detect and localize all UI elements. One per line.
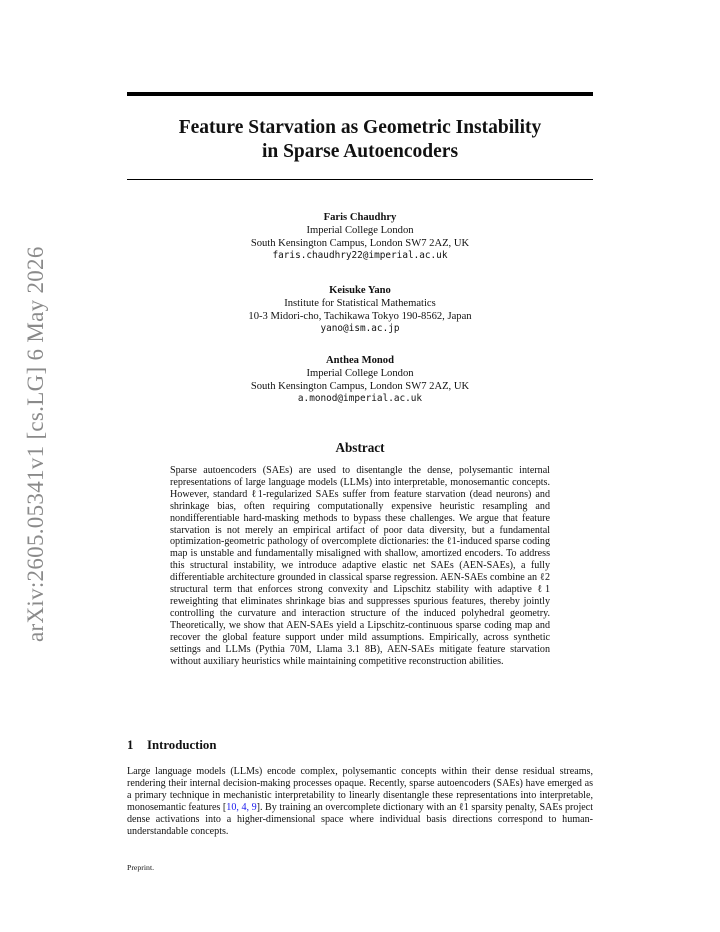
introduction-paragraph	[127, 766, 593, 837]
title-line-1: Feature Starvation as Geometric Instability	[178, 117, 542, 138]
section-heading-introduction	[127, 738, 593, 753]
section-title: Introduction	[147, 738, 217, 752]
author-name: Anthea Monod	[326, 355, 394, 366]
paper-title	[127, 116, 593, 164]
abstract-text: Sparse autoencoders (SAEs) are used to disentangle the dense, polysemantic internal representations of large language models (LLMs) into interpretable, monosemantic concepts. However, standard ℓ1-regularized SAEs suffer from feature starvation (dead neurons) and shrinkage bias, often requiring computationally expensive heuristic resampling and nondifferentiable hard-masking methods to bypass these challenges. We argue that feature starvation is not merely an empirical artifact of poor data diversity, but a fundamental optimization-geometric pathology of overcomplete dictionaries: the ℓ1-induced sparse coding map is unstable and fundamentally misaligned with shallow, amortized encoders. To address this structural instability, we introduce adaptive elastic net SAEs (AEN-SAEs), a fully differentiable architecture grounded in classical sparse regression. AEN-SAEs combine an ℓ2 structural term that enforces strong convexity and Lipschitz stability with adaptive ℓ1 reweighting that eliminates shrinkage bias and suppresses spurious features, thereby jointly controlling the curvature and interaction structure of the induced polyhedral geometry. Theoretically, we show that AEN-SAEs yield a Lipschitz-continuous sparse coding map and recover the global feature support under mild assumptions. Empirically, across synthetic settings and LLMs (Pythia 70M, Llama 3.1 8B), AEN-SAEs mitigate feature starvation without auxiliary heuristics while maintaining competitive reconstruction abilities.	[170, 465, 550, 667]
author-block-1	[127, 212, 593, 263]
author-block-3	[127, 355, 593, 406]
citation-links[interactable]: 10, 4, 9	[226, 801, 257, 813]
author-address: 10-3 Midori-cho, Tachikawa Tokyo 190-8562, Japan	[248, 310, 472, 322]
arxiv-identifier-stamp[interactable]: arXiv:2605.05341v1 [cs.LG] 6 May 2026	[23, 246, 48, 642]
abstract-heading: Abstract	[335, 440, 385, 455]
author-affiliation: Imperial College London	[306, 224, 414, 236]
section-number: 1	[127, 738, 134, 752]
author-email[interactable]: faris.chaudhry22@imperial.ac.uk	[272, 250, 448, 262]
author-name: Faris Chaudhry	[323, 212, 397, 223]
preprint-footer: Preprint.	[127, 863, 155, 872]
title-line-2: in Sparse Autoencoders	[261, 141, 459, 162]
author-affiliation: Imperial College London	[306, 367, 414, 379]
author-address: South Kensington Campus, London SW7 2AZ, UK	[250, 237, 470, 249]
author-address: South Kensington Campus, London SW7 2AZ, UK	[250, 380, 470, 392]
author-block-2	[127, 285, 593, 336]
author-name: Keisuke Yano	[329, 285, 391, 296]
author-email[interactable]: a.monod@imperial.ac.uk	[297, 393, 423, 405]
title-top-rule	[127, 92, 593, 96]
author-email[interactable]: yano@ism.ac.jp	[320, 323, 400, 335]
intro-text-after-citation: ]. By training an overcomplete dictionary with an ℓ1 sparsity penalty, SAEs project dense activations into a higher-dimensional space where individual basis directions correspond to human-understandable concepts.	[127, 801, 594, 837]
title-bottom-rule	[127, 179, 593, 180]
author-affiliation: Institute for Statistical Mathematics	[284, 297, 436, 309]
intro-text-before-citation: Large language models (LLMs) encode complex, polysemantic concepts within their dense residual streams, rendering their internal decision-making processes opaque. Recently, sparse autoencoders (SAEs) have emerged as a primary technique in mechanistic interpretability to linearly disentangle these representations into interpretable, monosemantic features [	[127, 766, 593, 813]
